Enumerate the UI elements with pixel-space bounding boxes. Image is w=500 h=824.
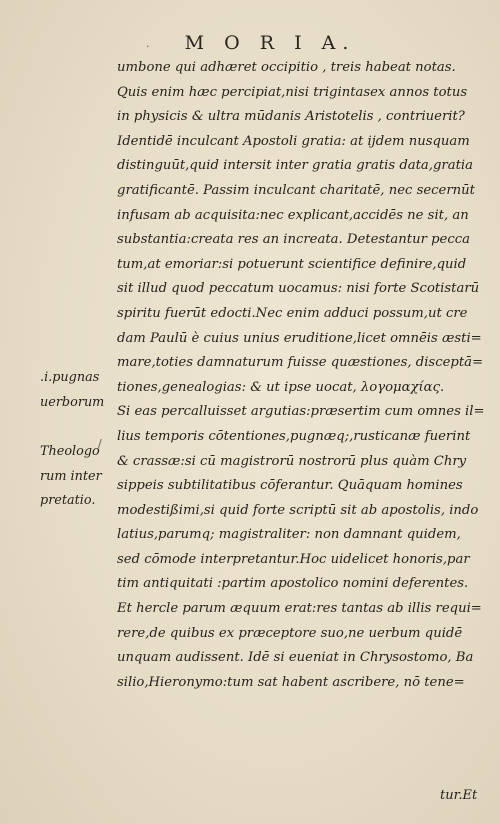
text-line: infusam ab acquisita:nec explicant,accidēs ne sit, an	[117, 207, 469, 223]
text-line: gratificantē. Passim inculcant charitatē, nec secernūt	[117, 182, 475, 198]
text-line: tim antiquitati :partim apostolico nomini deferentes.	[117, 576, 469, 592]
text-line: rere,de quibus ex præceptore suo,ne uerbum quidē	[117, 625, 463, 641]
text-line: tum,at emoriar:si potuerunt scientifice definire,quid	[117, 256, 467, 272]
running-header	[0, 32, 500, 54]
text-line: tiones,genealogias: & ut ipse uocat, λογομαχίας.	[117, 379, 445, 395]
text-line: umbone qui adhæret occipitio , treis habeat notas.	[117, 60, 456, 75]
text-line: sed cōmode interpretantur.Hoc uidelicet honoris,par	[117, 551, 470, 567]
text-line: dam Paulū è cuius unius eruditione,licet omnēis æsti=	[117, 330, 482, 346]
text-line: modestißimi,si quid forte scriptū sit ab apostolis, indo	[117, 502, 479, 518]
main-text-block	[117, 56, 489, 695]
text-line: latius,parumq; magistraliter: non damnant quidem,	[117, 527, 461, 543]
text-line: Si eas percalluisset argutias:præsertim cum omnes il=	[117, 404, 485, 420]
text-line: Quis enim hæc percipiat,nisi trigintasex annos totus	[117, 84, 468, 100]
text-line: unquam audissent. Idē si eueniat in Chrysostomo, Ba	[117, 650, 474, 666]
text-line: sit illud quod peccatum uocamus: nisi forte Scotistarū	[117, 281, 480, 297]
text-line: Identidē inculcant Apostoli gratia: at ijdem nusquam	[117, 133, 470, 149]
text-line: in physicis & ultra mūdanis Aristotelis , contriuerit?	[117, 109, 465, 125]
margin-note-line: pretatio.	[40, 493, 96, 509]
margin-note-line: rum inter	[40, 468, 102, 484]
text-line: mare,toties damnaturum fuisse quæstiones, disceptā=	[117, 355, 484, 371]
page-title: M O R I A.	[184, 32, 356, 54]
text-line: sippeis subtilitatibus cōferantur. Quāquam homines	[117, 478, 463, 494]
margin-note-theologorum	[40, 440, 118, 514]
margin-stray-mark: /	[98, 437, 102, 450]
margin-note-line: uerborum	[40, 394, 105, 410]
margin-note-line: Theologo	[40, 444, 100, 459]
text-line: distinguūt,quid intersit inter gratia gratis data,gratia	[117, 158, 473, 174]
margin-note-line: .i.pugnas	[40, 370, 100, 385]
header-mark: ·	[146, 40, 150, 53]
text-line: silio,Hieronymo:tum sat habent ascribere, nō tene=	[117, 674, 465, 690]
text-line: substantia:creata res an increata. Detestantur pecca	[117, 232, 470, 248]
text-line: Et hercle parum æquum erat:res tantas ab illis requi=	[117, 601, 482, 617]
text-line: & crassæ:si cū magistrorū nostrorū plus quàm Chry	[117, 453, 467, 469]
text-line: spiritu fuerūt edocti.Nec enim adduci possum,ut cre	[117, 305, 468, 321]
text-line: lius temporis cōtentiones,pugnæq;,rusticanæ fuerint	[117, 428, 471, 444]
margin-note-pugnas	[40, 366, 118, 415]
catchword: tur.Et	[440, 788, 478, 803]
